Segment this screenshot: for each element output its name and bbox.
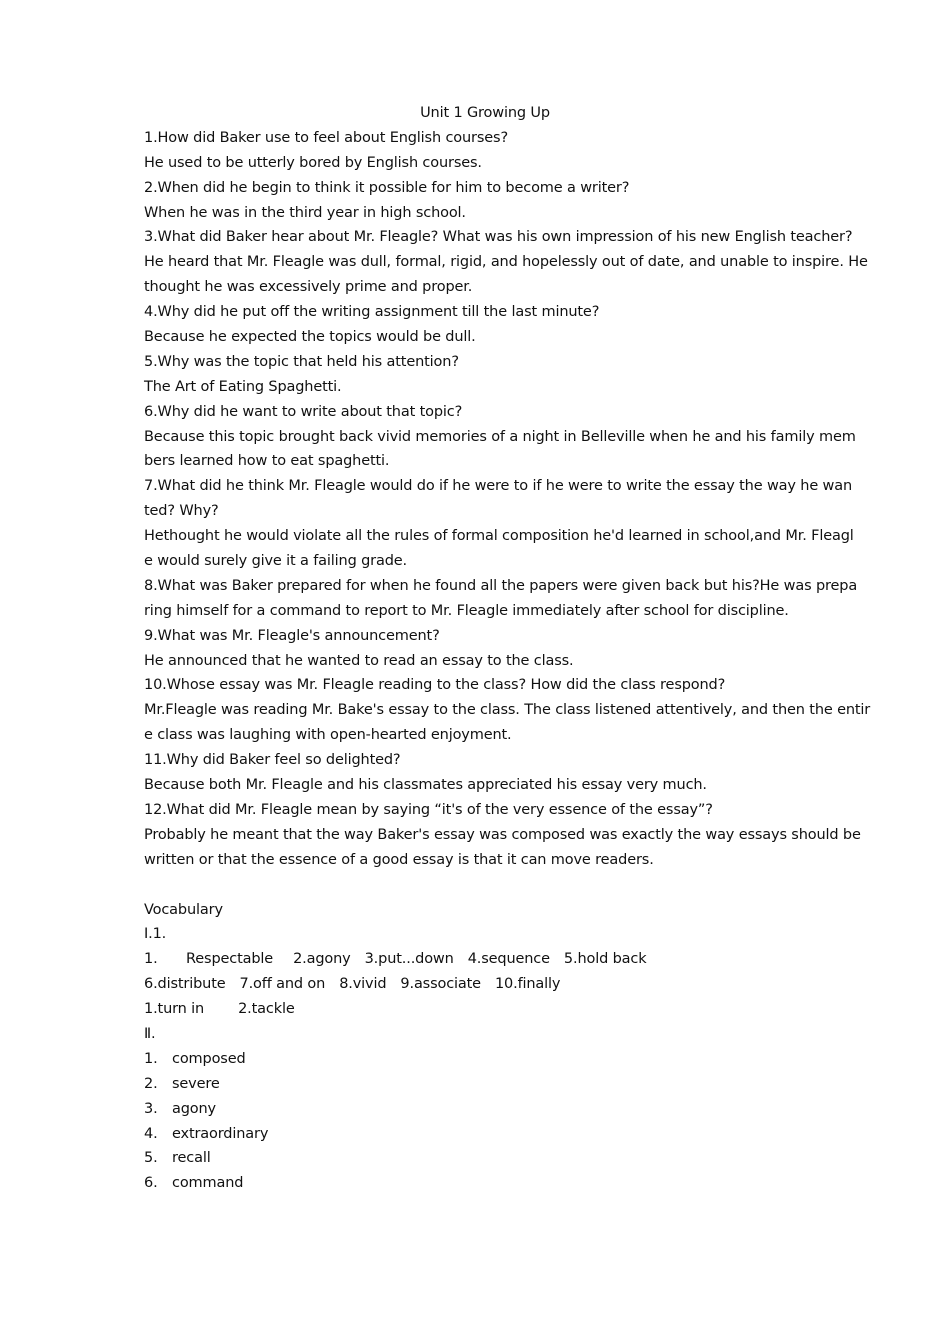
text-line: 2.When did he begin to think it possible for him to become a writer? — [144, 179, 630, 196]
list-item — [144, 1122, 820, 1147]
text-line: 5.Why was the topic that held his attention? — [144, 353, 459, 370]
text-line: He used to be utterly bored by English courses. — [144, 154, 482, 171]
vocab-word: 10.finally — [494, 976, 561, 993]
text-line: Because he expected the topics would be dull. — [144, 329, 476, 346]
item-number: 6. — [144, 1175, 158, 1192]
vocab-word: 5.hold back — [563, 951, 647, 968]
item-number: 3. — [144, 1100, 158, 1117]
text-line: 3.What did Baker hear about Mr. Fleagle? What was his own impression of his new English teacher? — [144, 229, 853, 246]
vocab-word: 1.turn in — [144, 1001, 205, 1018]
text-line: bers learned how to eat spaghetti. — [144, 453, 390, 470]
text-line: ted? Why? — [144, 503, 219, 520]
spacer — [144, 873, 820, 898]
text-line: He heard that Mr. Fleagle was dull, formal, rigid, and hopelessly out of date, and unable to inspire. He — [144, 254, 868, 271]
item-number: 1. — [144, 951, 158, 968]
question-answer-list — [144, 126, 871, 873]
list-item — [144, 1072, 820, 1097]
text-line: e class was laughing with open-hearted enjoyment. — [144, 727, 512, 744]
vocab-word: agony — [172, 1100, 216, 1117]
vocab-word: 2.agony — [293, 951, 351, 968]
part-one-label: Ⅰ.1. — [144, 926, 167, 943]
text-line: 4.Why did he put off the writing assignment till the last minute? — [144, 304, 600, 321]
text-line: e would surely give it a failing grade. — [144, 553, 407, 570]
vocab-row — [144, 947, 820, 972]
vocab-word: command — [172, 1175, 244, 1192]
vocabulary-heading: Vocabulary — [144, 901, 223, 918]
text-line: 10.Whose essay was Mr. Fleagle reading to the class? How did the class respond? — [144, 677, 726, 694]
text-line: 8.What was Baker prepared for when he found all the papers were given back but his?He was prepa — [144, 577, 858, 594]
text-line: written or that the essence of a good essay is that it can move readers. — [144, 851, 654, 868]
vocab-word: 4.sequence — [467, 951, 550, 968]
list-item — [144, 1146, 820, 1171]
vocab-word: 3.put...down — [364, 951, 454, 968]
vocab-row — [144, 972, 820, 997]
vocab-row — [144, 997, 820, 1022]
list-item — [144, 1097, 820, 1122]
text-line: 7.What did he think Mr. Fleagle would do if he were to if he were to write the essay the way he wan — [144, 478, 853, 495]
part-two-label: Ⅱ. — [144, 1025, 156, 1042]
text-line: thought he was excessively prime and proper. — [144, 279, 473, 296]
vocab-word: 8.vivid — [339, 976, 387, 993]
text-line: 9.What was Mr. Fleagle's announcement? — [144, 627, 440, 644]
item-number: 1. — [144, 1050, 158, 1067]
vocab-word: 6.distribute — [144, 976, 226, 993]
vocab-word: 7.off and on — [239, 976, 326, 993]
vocabulary-section — [144, 898, 820, 1197]
text-line: 6.Why did he want to write about that topic? — [144, 403, 463, 420]
item-number: 4. — [144, 1125, 158, 1142]
vocab-word: recall — [172, 1150, 211, 1167]
item-number: 5. — [144, 1150, 158, 1167]
vocab-word: composed — [172, 1050, 246, 1067]
text-line: The Art of Eating Spaghetti. — [144, 378, 342, 395]
list-item — [144, 1171, 820, 1196]
text-line: 1.How did Baker use to feel about English courses? — [144, 129, 508, 146]
vocab-word: extraordinary — [172, 1125, 269, 1142]
text-line: When he was in the third year in high school. — [144, 204, 466, 221]
text-line: He announced that he wanted to read an essay to the class. — [144, 652, 574, 669]
document-page — [144, 101, 871, 1196]
vocab-word: severe — [172, 1075, 220, 1092]
text-line: 12.What did Mr. Fleagle mean by saying “it's of the very essence of the essay”? — [144, 801, 713, 818]
vocab-word: 2.tackle — [238, 1001, 295, 1018]
list-item — [144, 1047, 820, 1072]
text-line: Because this topic brought back vivid memories of a night in Belleville when he and his family mem — [144, 428, 856, 445]
text-line: 11.Why did Baker feel so delighted? — [144, 752, 401, 769]
item-number: 2. — [144, 1075, 158, 1092]
vocab-word: 9.associate — [400, 976, 481, 993]
page-title: Unit 1 Growing Up — [420, 105, 550, 121]
vocab-word: Respectable — [186, 951, 274, 968]
text-line: Hethought he would violate all the rules of formal composition he'd learned in school,and Mr. Fleagl — [144, 528, 854, 545]
text-line: Mr.Fleagle was reading Mr. Bake's essay to the class. The class listened attentively, and then the entir — [144, 702, 871, 719]
text-line: ring himself for a command to report to Mr. Fleagle immediately after school for discipline. — [144, 602, 789, 619]
text-line: Because both Mr. Fleagle and his classmates appreciated his essay very much. — [144, 777, 707, 794]
text-line: Probably he meant that the way Baker's essay was composed was exactly the way essays should be — [144, 826, 861, 843]
